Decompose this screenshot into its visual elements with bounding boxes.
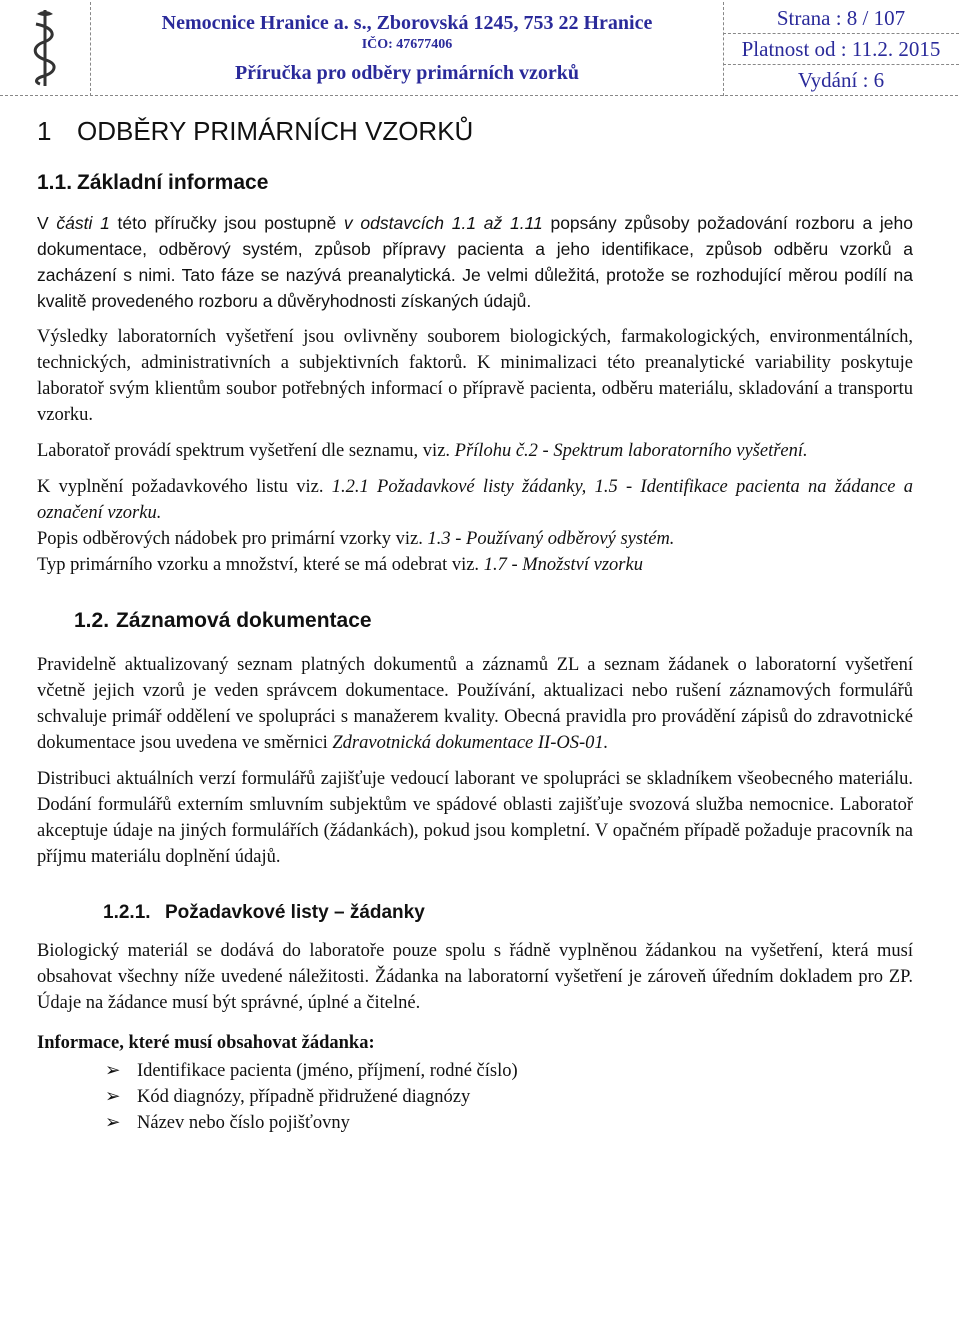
list-item [37,1058,913,1084]
paragraph [37,210,913,314]
header-divider [723,64,959,65]
paragraph: Výsledky laboratorních vyšetření jsou ovlivněny souborem biologických, farmakologických, environmentálních, technických, administrativních a subjektivních faktorů. K minimalizaci této preanalytické variability poskytuje laboratoř svým klientům soubor potřebných informací o přípravě pacienta, odběru materiálu, skladování a transportu vzorku. [37,327,913,425]
list-title: Informace, které musí obsahovat žádanka: [37,1033,375,1053]
reference-link[interactable]: Přílohu č.2 - Spektrum laboratorního vyšetření. [454,441,808,461]
header-center [90,2,724,96]
text: části 1 [56,213,110,233]
paragraph [37,526,913,552]
paragraph [37,652,913,756]
text: této příručky jsou postupně [109,213,344,233]
paragraph [37,552,913,578]
section-title: Základní informace [77,171,269,194]
hospital-logo [0,2,90,96]
list-item-text: Identifikace pacienta (jméno, příjmení, rodné číslo) [137,1061,518,1081]
list-item-text: Název nebo číslo pojišťovny [137,1113,350,1133]
reference-link[interactable]: 1.7 - Množství vzorku [483,555,643,575]
section-heading-1 [37,118,913,144]
arrow-bullet-icon: ➢ [105,1113,121,1133]
text: popsány způsoby požadování rozboru a jeho dokumentace, odběrový systém, způsob přípravy pacienta a jeho identifikace, způsob odběru vzorků a zacházení s nimi. Tato fáze se nazývá preanalytická. Je velmi důležitá, protože se rozhodující měrou podílí na kvalitě provedeného rozboru a důvěryhodnosti získaných údajů. [37,213,914,311]
section-heading-1-2-1 [103,900,913,926]
page-header [0,2,958,96]
manual-title: Příručka pro odběry primárních vzorků [234,62,580,84]
arrow-bullet-icon: ➢ [105,1061,121,1081]
reference-link[interactable]: 1.3 - Používaný odběrový systém. [427,529,675,549]
text: Popis odběrových nádobek pro primární vzorky viz. [37,529,428,549]
hospital-address: Nemocnice Hranice a. s., Zborovská 1245, 753 22 Hranice [161,12,653,34]
header-bottom-divider [0,95,958,96]
section-heading-1-2 [74,608,913,634]
section-title: Záznamová dokumentace [116,609,372,632]
section-heading-1-1 [37,170,913,196]
text: K vyplnění požadavkového listu viz. [37,477,332,497]
section-number: 1.2.1. [103,902,151,923]
section-title: Požadavkové listy – žádanky [165,902,425,923]
text: Pravidelně aktualizovaný seznam platných dokumentů a záznamů ZL a seznam žádanek o laboratorní vyšetření včetně jejich vzorů je veden správcem dokumentace. Používání, aktualizaci nebo rušení záznamových formulářů schvaluje primář oddělení ve spolupráci s manažerem kvality. Obecná pravidla pro provádění zápisů do zdravotnické dokumentace jsou uvedena ve směrnici [37,655,913,753]
list-item [37,1110,913,1136]
paragraph: Biologický materiál se dodává do laboratoře pouze spolu s řádně vyplněnou žádankou na vyšetření, která musí obsahovat všechny níže uvedené náležitosti. Žádanka na laboratorní vyšetření je zároveň úředním dokladem pro ZP. Údaje na žádance musí být správné, úplné a čitelné. [37,941,913,1013]
list-item [37,1084,913,1110]
company-id: IČO: 47677406 [361,37,453,52]
caduceus-icon [0,2,90,96]
header-divider [723,33,959,34]
header-meta [723,2,959,96]
paragraph: Distribuci aktuálních verzí formulářů zajišťuje vedoucí laborant ve spolupráci se skladníkem všeobecného materiálu. Dodání formulářů externím smluvním subjektům ve spádové oblasti zajišťuje svozová služba nemocnice. Laboratoř akceptuje údaje na jiných formulářích (žádankách), pokud jsou kompletní. V opačném případě požaduje pracovník na příjmu materiálu doplnění údajů. [37,769,913,867]
section-title: ODBĚRY PRIMÁRNÍCH VZORKŮ [77,116,474,146]
text: Laboratoř provádí spektrum vyšetření dle seznamu, viz. [37,441,455,461]
edition: Vydání : 6 [797,68,885,92]
paragraph [37,474,913,526]
list-item-text: Kód diagnózy, případně přidružené diagnózy [137,1087,471,1107]
section-number: 1.2. [74,609,110,632]
arrow-bullet-icon: ➢ [105,1087,121,1107]
document-body [37,118,913,1136]
text: v odstavcích 1.1 až 1.11 [343,213,543,233]
text: Typ primárního vzorku a množství, které se má odebrat viz. [37,555,484,575]
paragraph [37,438,913,464]
reference-link[interactable]: 1.2.1 Požadavkové listy žádanky, 1.5 - Identifikace pacienta na žádance a označení vzorku. [37,477,913,523]
section-number: 1 [37,116,52,146]
section-number: 1.1. [37,171,73,194]
page-number: Strana : 8 / 107 [776,6,906,30]
reference-link: Zdravotnická dokumentace II-OS-01. [332,733,609,753]
valid-from: Platnost od : 11.2. 2015 [741,37,941,61]
requirements-list [37,1058,913,1136]
text: V [37,213,57,233]
